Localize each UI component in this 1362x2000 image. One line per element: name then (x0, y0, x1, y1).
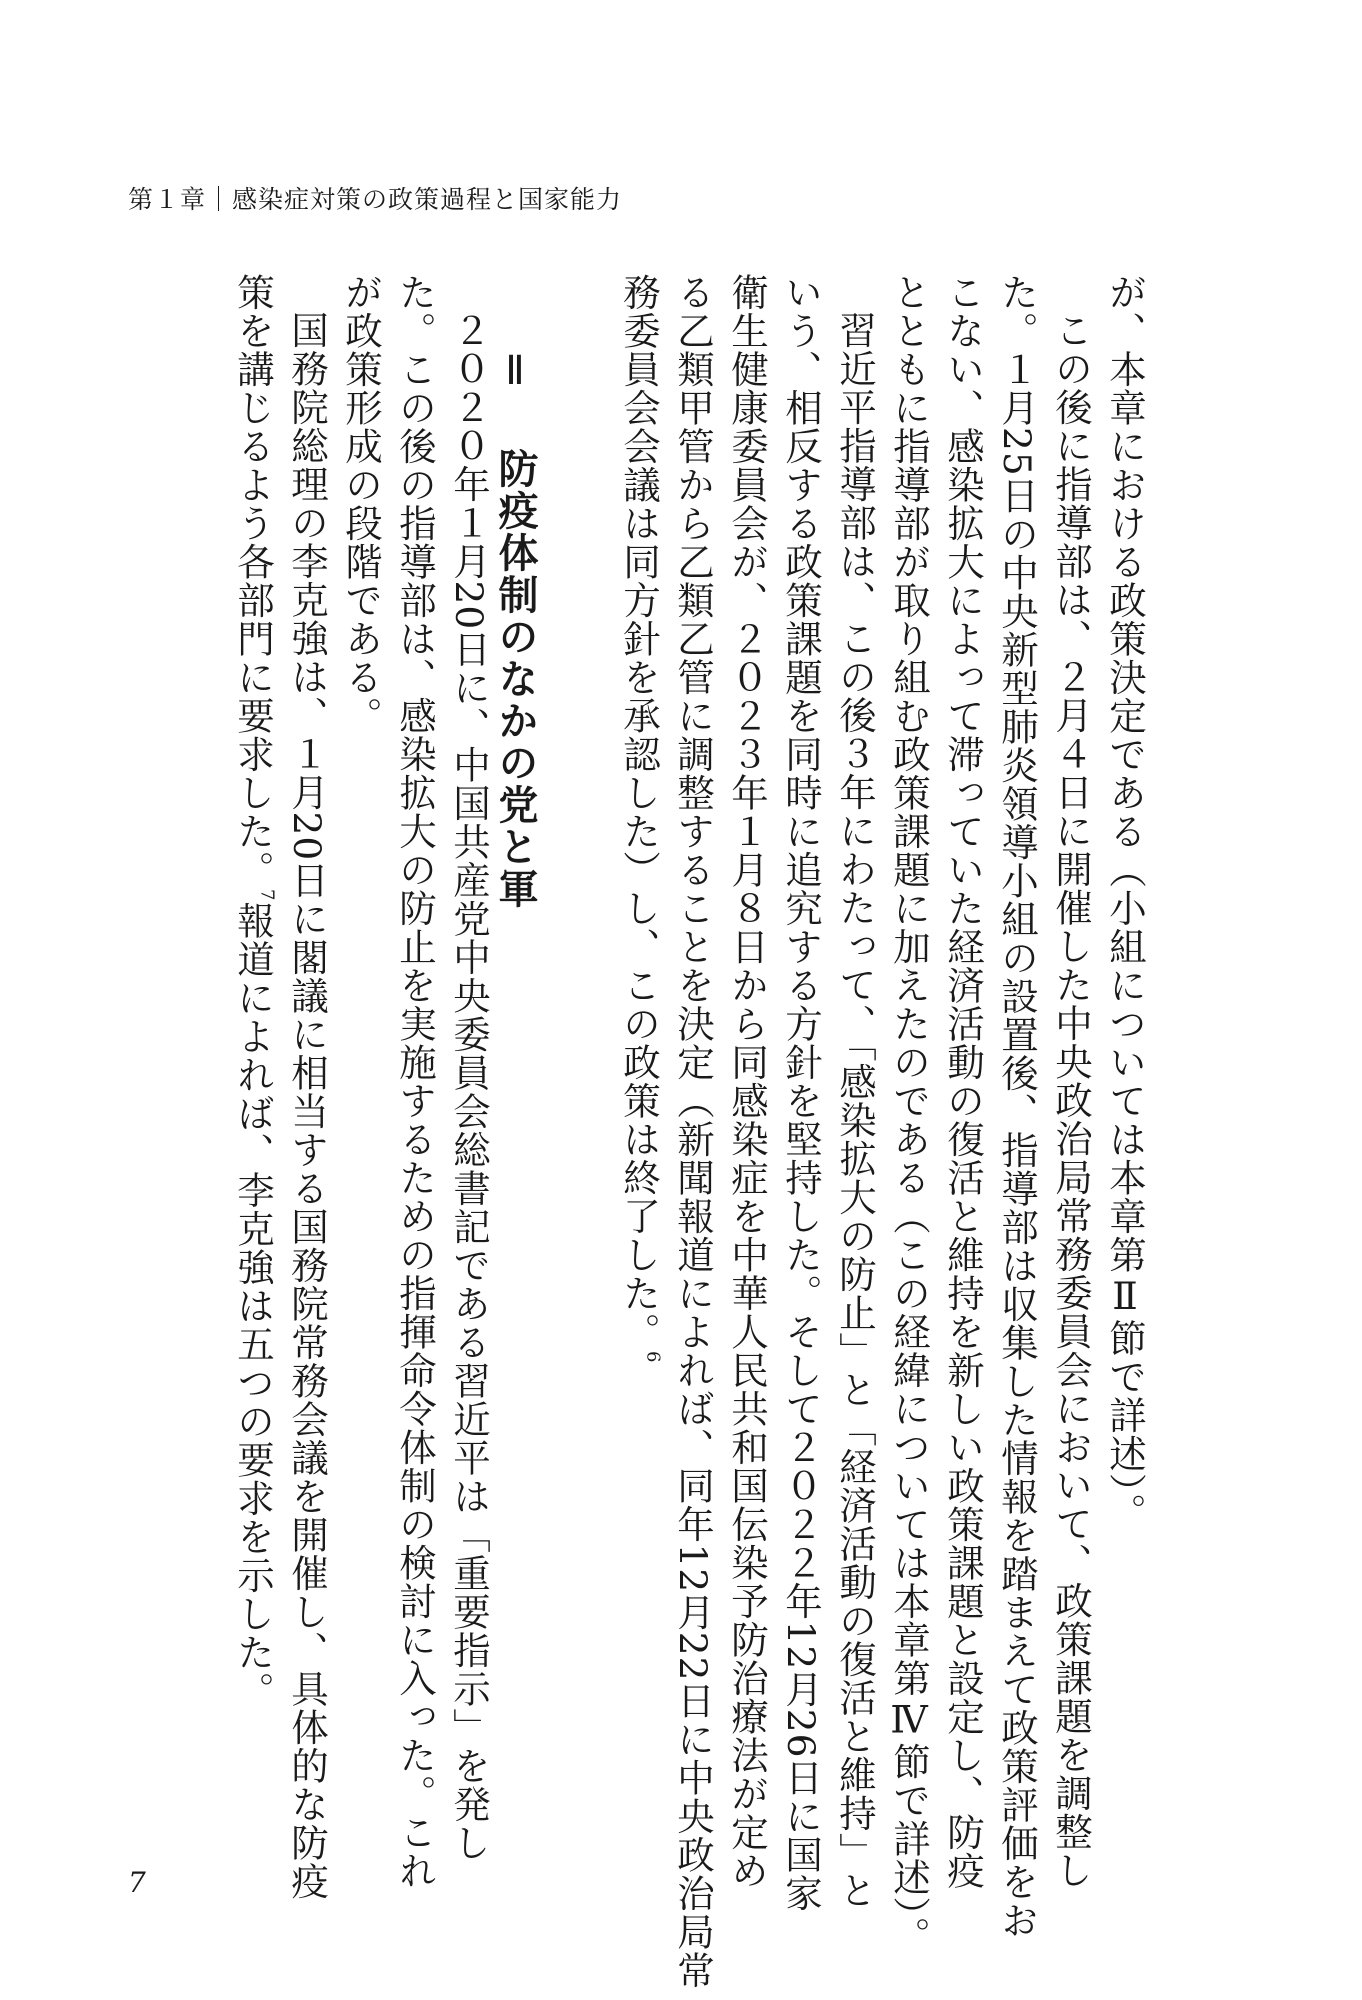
footnote-marker: 7 (256, 889, 278, 902)
paragraph-line (226, 273, 280, 1710)
paragraph-line: 習近平指導部は、この後３年にわたって、「感染拡大の防止」と「経済活動の復活と維持」と (833, 310, 877, 1909)
footnote-marker: 6 (642, 1351, 664, 1364)
paragraph-line: 衛生健康委員会が、２０２３年１月８日から同感染症を中華人民共和国伝染予防治療法が定め (725, 273, 769, 1890)
page-number: 7 (128, 1866, 146, 1899)
paragraph-line: 国務院総理の李克強は、１月20日に閣議に相当する国務院常務会議を開催し、具体的な防疫 (285, 310, 329, 1901)
paragraph-text: 報道によれば、李克強は五つの要求を示した。 (231, 901, 275, 1710)
section-number: Ⅱ (492, 348, 538, 396)
paragraph-line: とともに指導部が取り組む政策課題に加えたのである（この経緯については本章第Ⅳ節で詳述）。 (887, 273, 931, 1955)
section-title: 防疫体制のなかの党と軍 (492, 447, 538, 910)
paragraph-line: が政策形成の段階である。 (339, 273, 383, 735)
paragraph-line: ２０２０年１月20日に、中国共産党中央委員会総書記である習近平は「重要指示」を発し (447, 310, 491, 1862)
paragraph-line: いう、相反する政策課題を同時に追究する方針を堅持した。そして２０２２年12月26日に国家 (779, 273, 823, 1913)
paragraph-line: が、本章における政策決定である（小組については本章第Ⅱ節で詳述）。 (1103, 273, 1147, 1532)
paragraph-text: 策を講じるよう各部門に要求した。 (231, 273, 275, 889)
running-head: 第１章｜感染症対策の政策過程と国家能力 (128, 185, 623, 214)
body-text-lower (118, 273, 496, 1901)
paragraph-line (612, 273, 666, 1693)
paragraph-line: この後に指導部は、２月４日に開催した中央政治局常務委員会において、政策課題を調整し (1049, 310, 1093, 1889)
paragraph-text: 務委員会会議は同方針を承認した）し、この政策は終了した。 (617, 273, 661, 1351)
body-text-upper (612, 273, 1152, 1990)
paragraph-line: た。この後の指導部は、感染拡大の防止を実施するための指揮命令体制の検討に入った。これ (393, 273, 437, 1890)
paragraph-line: こない、感染拡大によって滞っていた経済活動の復活と維持を新しい政策課題と設定し、防疫 (941, 273, 985, 1890)
paragraph-line: る乙類甲管から乙類乙管に調整することを決定（新聞報道によれば、同年12月22日に中央政治局常 (671, 273, 715, 1990)
paragraph-line: た。１月25日の中央新型肺炎領導小組の設置後、指導部は収集した情報を踏まえて政策評価をお (995, 273, 1039, 1940)
